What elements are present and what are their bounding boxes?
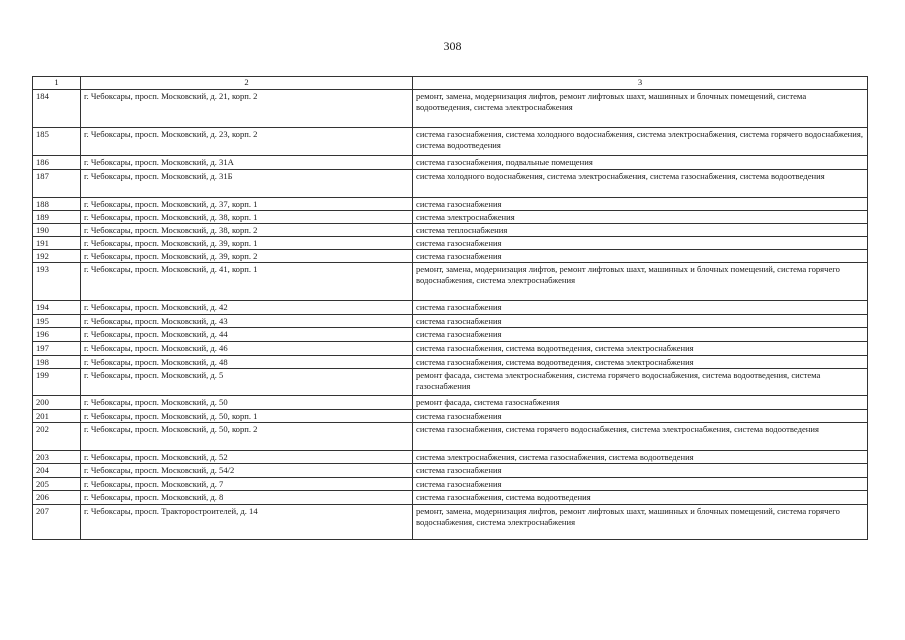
row-works: система холодного водоснабжения, система электроснабжения, система газоснабжения, система водоотведения: [413, 170, 868, 198]
row-works: система электроснабжения: [413, 211, 868, 224]
table-row: [33, 224, 868, 237]
table-row: [33, 211, 868, 224]
row-number: 185: [33, 128, 81, 156]
row-number: 203: [33, 451, 81, 464]
row-works: система газоснабжения, система водоотведения: [413, 491, 868, 505]
row-address: г. Чебоксары, просп. Московский, д. 41, корп. 1: [81, 263, 413, 301]
row-address: г. Чебоксары, просп. Московский, д. 37, корп. 1: [81, 198, 413, 211]
row-number: 193: [33, 263, 81, 301]
row-works: система газоснабжения: [413, 464, 868, 478]
row-works: ремонт, замена, модернизация лифтов, ремонт лифтовых шахт, машинных и блочных помещений, система горячего водоснабжения, система электроснабжения: [413, 263, 868, 301]
row-address: г. Чебоксары, просп. Московский, д. 43: [81, 315, 413, 328]
table-row: [33, 356, 868, 369]
row-address: г. Чебоксары, просп. Московский, д. 46: [81, 342, 413, 356]
table-row: [33, 170, 868, 198]
table-row: [33, 478, 868, 491]
row-number: 198: [33, 356, 81, 369]
header-col-number: 1: [33, 77, 81, 90]
row-number: 199: [33, 369, 81, 396]
table-row: [33, 410, 868, 423]
row-address: г. Чебоксары, просп. Московский, д. 21, корп. 2: [81, 90, 413, 128]
row-address: г. Чебоксары, просп. Московский, д. 23, корп. 2: [81, 128, 413, 156]
row-number: 200: [33, 396, 81, 410]
row-number: 202: [33, 423, 81, 451]
row-number: 205: [33, 478, 81, 491]
table-row: [33, 464, 868, 478]
row-works: система газоснабжения, система горячего водоснабжения, система электроснабжения, система водоотведения: [413, 423, 868, 451]
row-address: г. Чебоксары, просп. Московский, д. 39, корп. 2: [81, 250, 413, 263]
table-row: [33, 396, 868, 410]
row-works: система газоснабжения: [413, 478, 868, 491]
row-address: г. Чебоксары, просп. Московский, д. 31А: [81, 156, 413, 170]
table-row: [33, 328, 868, 342]
row-number: 201: [33, 410, 81, 423]
table-row: [33, 198, 868, 211]
row-works: ремонт, замена, модернизация лифтов, ремонт лифтовых шахт, машинных и блочных помещений, система водоотведения, система электроснабжения: [413, 90, 868, 128]
row-address: г. Чебоксары, просп. Московский, д. 50: [81, 396, 413, 410]
table-row: [33, 342, 868, 356]
table-header: [33, 77, 868, 90]
row-works: система теплоснабжения: [413, 224, 868, 237]
row-works: система газоснабжения, система холодного водоснабжения, система электроснабжения, система горячего водоснабжения, система водоотведения: [413, 128, 868, 156]
table-row: [33, 369, 868, 396]
row-number: 187: [33, 170, 81, 198]
table-row: [33, 156, 868, 170]
table-row: [33, 237, 868, 250]
row-address: г. Чебоксары, просп. Московский, д. 38, корп. 1: [81, 211, 413, 224]
row-address: г. Чебоксары, просп. Московский, д. 50, корп. 2: [81, 423, 413, 451]
table-row: [33, 491, 868, 505]
row-address: г. Чебоксары, просп. Московский, д. 54/2: [81, 464, 413, 478]
row-number: 189: [33, 211, 81, 224]
row-number: 190: [33, 224, 81, 237]
row-address: г. Чебоксары, просп. Московский, д. 44: [81, 328, 413, 342]
row-works: система газоснабжения: [413, 328, 868, 342]
row-works: система газоснабжения: [413, 237, 868, 250]
row-works: система газоснабжения: [413, 250, 868, 263]
header-row: [33, 77, 868, 90]
row-address: г. Чебоксары, просп. Московский, д. 8: [81, 491, 413, 505]
row-address: г. Чебоксары, просп. Московский, д. 5: [81, 369, 413, 396]
row-works: система газоснабжения, система водоотведения, система электроснабжения: [413, 356, 868, 369]
header-col-address: 2: [81, 77, 413, 90]
row-address: г. Чебоксары, просп. Московский, д. 48: [81, 356, 413, 369]
table-row: [33, 301, 868, 315]
row-works: система электроснабжения, система газоснабжения, система водоотведения: [413, 451, 868, 464]
table-row: [33, 250, 868, 263]
row-number: 186: [33, 156, 81, 170]
row-address: г. Чебоксары, просп. Московский, д. 38, корп. 2: [81, 224, 413, 237]
row-number: 191: [33, 237, 81, 250]
row-works: система газоснабжения: [413, 315, 868, 328]
table-body: [33, 90, 868, 540]
table-row: [33, 505, 868, 540]
row-address: г. Чебоксары, просп. Московский, д. 52: [81, 451, 413, 464]
row-number: 206: [33, 491, 81, 505]
table-row: [33, 90, 868, 128]
row-number: 195: [33, 315, 81, 328]
row-number: 204: [33, 464, 81, 478]
table-row: [33, 423, 868, 451]
row-address: г. Чебоксары, просп. Тракторостроителей, д. 14: [81, 505, 413, 540]
page-number: 308: [443, 39, 462, 53]
works-table: [32, 76, 868, 540]
table-row: [33, 263, 868, 301]
row-works: система газоснабжения: [413, 198, 868, 211]
row-number: 207: [33, 505, 81, 540]
row-number: 196: [33, 328, 81, 342]
row-works: система газоснабжения, система водоотведения, система электроснабжения: [413, 342, 868, 356]
row-works: система газоснабжения: [413, 301, 868, 315]
row-number: 188: [33, 198, 81, 211]
row-works: система газоснабжения, подвальные помещения: [413, 156, 868, 170]
row-works: система газоснабжения: [413, 410, 868, 423]
row-address: г. Чебоксары, просп. Московский, д. 31Б: [81, 170, 413, 198]
row-number: 194: [33, 301, 81, 315]
header-col-works: 3: [413, 77, 868, 90]
row-number: 184: [33, 90, 81, 128]
row-number: 192: [33, 250, 81, 263]
row-address: г. Чебоксары, просп. Московский, д. 50, корп. 1: [81, 410, 413, 423]
row-works: ремонт, замена, модернизация лифтов, ремонт лифтовых шахт, машинных и блочных помещений, система горячего водоснабжения, система электроснабжения: [413, 505, 868, 540]
table-row: [33, 451, 868, 464]
row-number: 197: [33, 342, 81, 356]
row-address: г. Чебоксары, просп. Московский, д. 7: [81, 478, 413, 491]
row-address: г. Чебоксары, просп. Московский, д. 42: [81, 301, 413, 315]
row-works: ремонт фасада, система газоснабжения: [413, 396, 868, 410]
table-row: [33, 128, 868, 156]
table-row: [33, 315, 868, 328]
row-address: г. Чебоксары, просп. Московский, д. 39, корп. 1: [81, 237, 413, 250]
row-works: ремонт фасада, система электроснабжения, система горячего водоснабжения, система водоотведения, система газоснабжения: [413, 369, 868, 396]
